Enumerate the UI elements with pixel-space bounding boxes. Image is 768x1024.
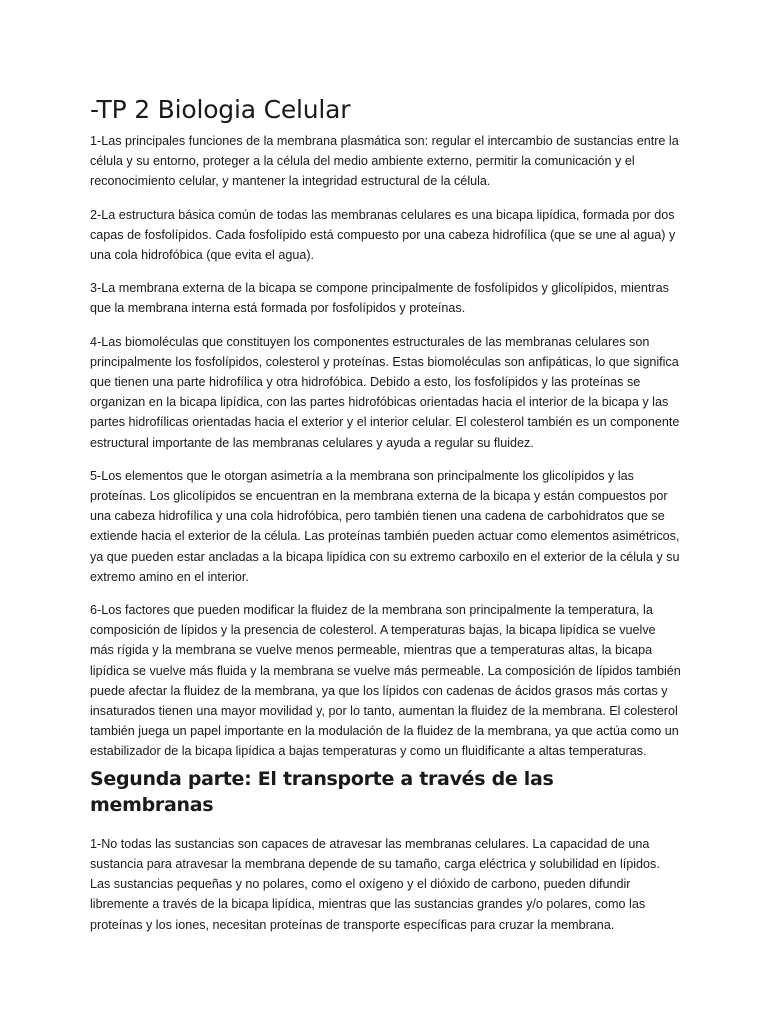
paragraph-3: 3-La membrana externa de la bicapa se compone principalmente de fosfolípidos y glicolípidos, mientras que la membrana interna está formada por fosfolípidos y proteínas. (90, 281, 669, 316)
section2-paragraph-1: 1-No todas las sustancias son capaces de atravesar las membranas celulares. La capacidad de una sustancia para atravesar la membrana depende de su tamaño, carga eléctrica y solubilidad en lípidos. Las sustancias pequeñas y no polares, como el oxígeno y el dióxido de carbono, pueden difundir libremente a través de la bicapa lipídica, mientras que las sustancias grandes y/o polares, como las proteínas y los iones, necesitan proteínas de transporte específicas para cruzar la membrana. (90, 836, 660, 932)
paragraph-6: 6-Los factores que pueden modificar la fluidez de la membrana son principalmente la temperatura, la composición de lípidos y la presencia de colesterol. A temperaturas bajas, la bicapa lipídica se vuelve más rígida y la membrana se vuelve menos permeable, mientras que a temperaturas altas, la bicapa lipídica se vuelve más fluida y la membrana se vuelve más permeable. La composición de lípidos también puede afectar la fluidez de la membrana, ya que los lípidos con cadenas de ácidos grasos más cortas y insaturados tienen una mayor movilidad y, por lo tanto, aumentan la fluidez de la membrana. El colesterol también juega un papel importante en la modulación de la fluidez de la membrana, ya que actúa como un estabilizador de la bicapa lipídica a bajas temperaturas y como un fluidificante a altas temperaturas. (90, 603, 681, 759)
document-page (90, 94, 682, 948)
document-title: -TP 2 Biologia Celular (90, 95, 351, 124)
paragraph-1: 1-Las principales funciones de la membrana plasmática son: regular el intercambio de sustancias entre la célula y su entorno, proteger a la célula del medio ambiente externo, permitir la comunicación y el reconocimiento celular, y mantener la integridad estructural de la célula. (90, 134, 679, 189)
paragraph-5: 5-Los elementos que le otorgan asimetría a la membrana son principalmente los glicolípidos y las proteínas. Los glicolípidos se encuentran en la membrana externa de la bicapa y están compuestos por una cabeza hidrofílica y una cola hidrofóbica, pero también tienen una cadena de carbohidratos que se extiende hacia el exterior de la célula. Las proteínas también pueden actuar como elementos asimétricos, ya que pueden estar ancladas a la bicapa lipídica con su extremo carboxilo en el exterior de la célula y su extremo amino en el interior. (90, 468, 680, 584)
paragraph-4: 4-Las biomoléculas que constituyen los componentes estructurales de las membranas celulares son principalmente los fosfolípidos, colesterol y proteínas. Estas biomoléculas son anfipáticas, lo que significa que tienen una parte hidrofílica y otra hidrofóbica. Debido a esto, los fosfolípidos y las proteínas se organizan en la bicapa lipídica, con las partes hidrofóbicas orientadas hacia el interior de la bicapa y las partes hidrofílicas orientadas hacia el exterior y el interior celular. El colesterol también es un componente estructural importante de las membranas celulares y ayuda a regular su fluidez. (90, 334, 680, 450)
section-heading: Segunda parte: El transporte a través de las membranas (90, 767, 554, 816)
paragraph-2: 2-La estructura básica común de todas las membranas celulares es una bicapa lipídica, formada por dos capas de fosfolípidos. Cada fosfolípido está compuesto por una cabeza hidrofílica (que se une al agua) y una cola hidrofóbica (que evita el agua). (90, 207, 676, 263)
